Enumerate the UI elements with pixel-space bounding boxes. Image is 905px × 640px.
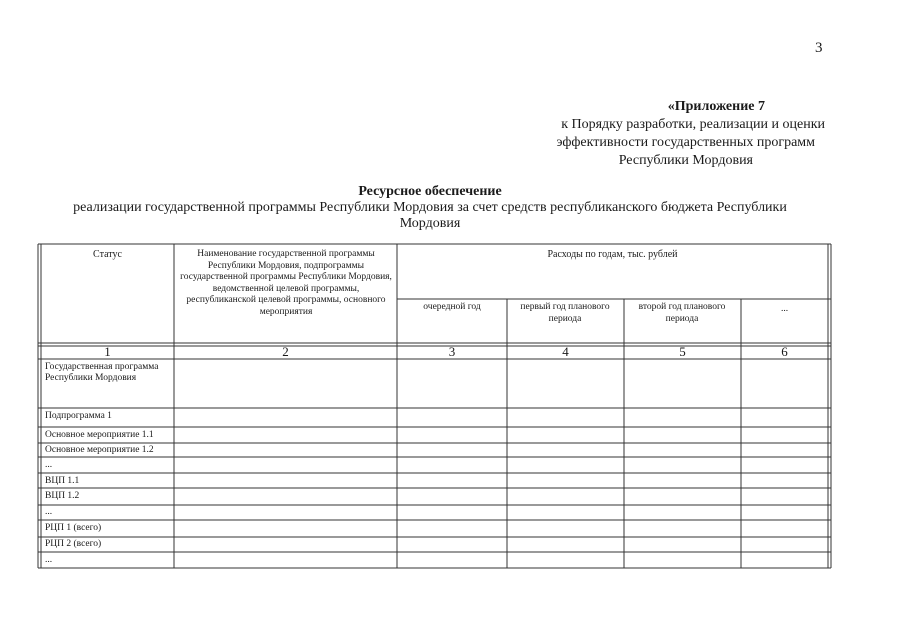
column-number-2: 2 xyxy=(282,344,289,359)
table-row: ... xyxy=(45,507,53,517)
column-number-4: 4 xyxy=(562,344,569,359)
annex-title: «Приложение 7 xyxy=(667,99,765,114)
annex-line-3: эффективности государственных программ xyxy=(556,135,815,150)
column-number-1: 1 xyxy=(104,344,111,359)
table-row: Основное мероприятие 1.2 xyxy=(45,445,154,455)
column-number-5: 5 xyxy=(679,344,686,359)
table-row: Подпрограмма 1 xyxy=(45,411,112,421)
header-expenses: Расходы по годам, тыс. рублей xyxy=(547,249,678,260)
header-name: Наименование государственной программы Республики Мордовия, подпрограммы государственной программы Республики Мордовия, ведомственной целевой программы, республиканской целевой программы, основного мероприятия xyxy=(180,249,392,317)
header-second-year: второй год планового периода xyxy=(638,302,726,324)
table-row: ... xyxy=(45,555,53,565)
title-main: Ресурсное обеспечение xyxy=(358,184,502,199)
column-number-3: 3 xyxy=(448,344,456,359)
annex-line-2: к Порядку разработки, реализации и оценки xyxy=(561,117,825,132)
title-line-3: Мордовия xyxy=(399,216,461,231)
table-row: РЦП 1 (всего) xyxy=(45,523,102,533)
column-number-6: 6 xyxy=(781,344,788,359)
table-row: Основное мероприятие 1.1 xyxy=(45,430,154,440)
header-next-year: очередной год xyxy=(423,302,481,312)
header-status: Статус xyxy=(93,249,122,260)
title-line-2: реализации государственной программы Республики Мордовия за счет средств республиканского бюджета Республики xyxy=(73,200,787,215)
header-first-year: первый год планового периода xyxy=(520,302,610,324)
table-row: ВЦП 1.2 xyxy=(45,491,80,501)
header-ellipsis: ... xyxy=(780,304,789,314)
table-row: ... xyxy=(45,460,53,470)
table-row: РЦП 2 (всего) xyxy=(45,539,102,549)
table-row: ВЦП 1.1 xyxy=(45,476,80,486)
table-row: Государственная программа Республики Мордовия xyxy=(45,362,159,383)
annex-line-4: Республики Мордовия xyxy=(618,153,753,168)
page-number: 3 xyxy=(815,40,823,56)
